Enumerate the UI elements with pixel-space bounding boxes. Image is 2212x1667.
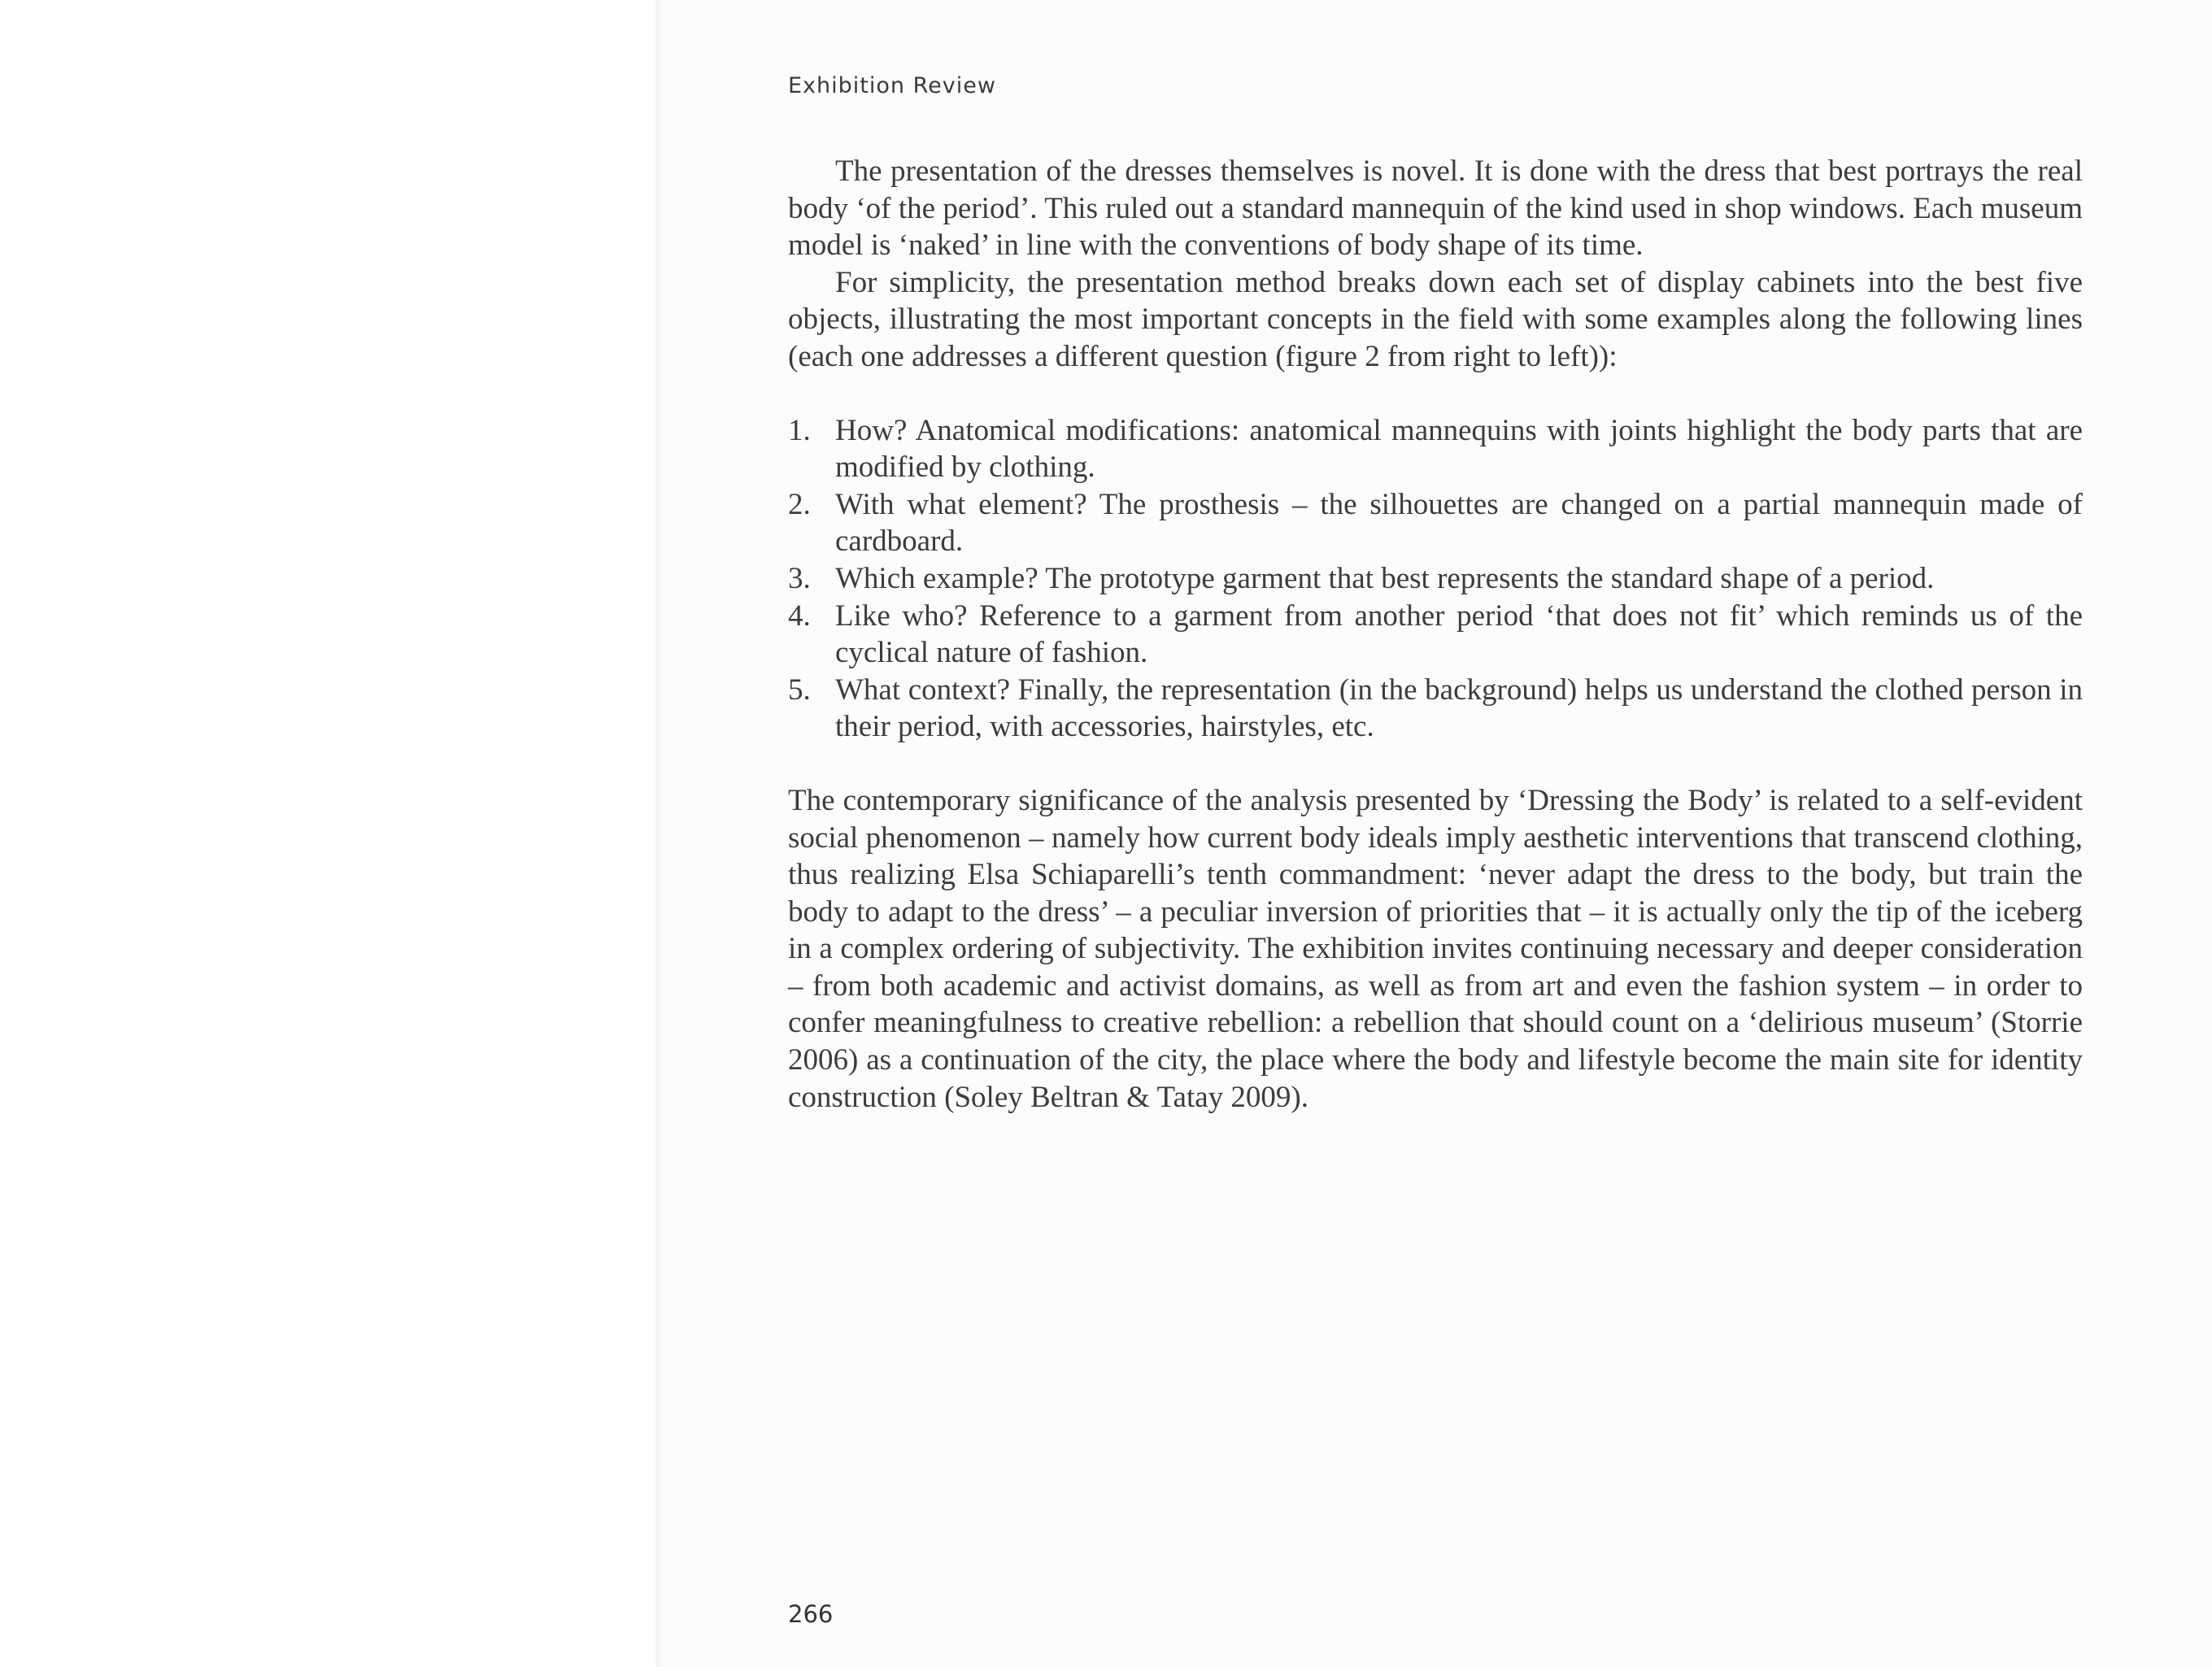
list-item-text: Which example? The prototype garment that best represents the standard shape of a period. bbox=[835, 561, 1935, 595]
list-item-text: What context? Finally, the representation (in the background) helps us understand the clothed person in their period, with accessories, hairstyles, etc. bbox=[835, 672, 2083, 744]
paragraph-presentation: The presentation of the dresses themselves is novel. It is done with the dress that best portrays the real body ‘of the period’. This ruled out a standard mannequin of the kind used in shop windows. Each museum model is ‘naked’ in line with the conventions of body shape of its time. bbox=[788, 155, 2083, 263]
paragraph-contemporary-significance: The contemporary significance of the analysis presented by ‘Dressing the Body’ is related to a self-evident social phenomenon – namely how current body ideals imply aesthetic interventions that transcend clothing, thus realizing Elsa Schiaparelli’s tenth commandment: ‘never adapt the dress to the body, but train the body to adapt to the dress’ – a peculiar inversion of priorities that – it is actually only the tip of the iceberg in a complex ordering of subjectivity. The exhibition invites continuing necessary and deeper consideration – from both academic and activist domains, as well as from art and even the fashion system – in order to confer meaningfulness to creative rebellion: a rebellion that should count on a ‘delirious museum’ (Storrie 2006) as a continuation of the city, the place where the body and lifestyle become the main site for identity construction (Soley Beltran & Tatay 2009). bbox=[788, 783, 2083, 1114]
list-item-text: With what element? The prosthesis – the silhouettes are changed on a partial mannequin made of cardboard. bbox=[835, 487, 2083, 559]
list-item-number: 4. bbox=[788, 598, 811, 633]
running-head: Exhibition Review bbox=[788, 73, 996, 98]
list-item bbox=[788, 560, 2083, 598]
list-item-number: 2. bbox=[788, 487, 811, 521]
page-number: 266 bbox=[788, 1600, 834, 1628]
list-item-number: 3. bbox=[788, 561, 811, 595]
numbered-list bbox=[788, 412, 2083, 746]
list-item-text: How? Anatomical modifications: anatomical mannequins with joints highlight the body parts that are modified by clothing. bbox=[835, 413, 2083, 485]
list-item-text: Like who? Reference to a garment from another period ‘that does not fit’ which reminds us of the cyclical nature of fashion. bbox=[835, 598, 2083, 670]
list-item bbox=[788, 412, 2083, 486]
list-item-number: 1. bbox=[788, 413, 811, 447]
list-item bbox=[788, 598, 2083, 672]
list-item bbox=[788, 672, 2083, 746]
paragraph-simplicity: For simplicity, the presentation method breaks down each set of display cabinets into the best five objects, illustrating the most important concepts in the field with some examples along the following lines (each one addresses a different question (figure 2 from right to left)): bbox=[788, 265, 2083, 373]
page-gutter-edge bbox=[655, 0, 660, 1667]
body-text bbox=[788, 153, 2083, 1116]
list-item bbox=[788, 486, 2083, 560]
list-item-number: 5. bbox=[788, 672, 811, 707]
